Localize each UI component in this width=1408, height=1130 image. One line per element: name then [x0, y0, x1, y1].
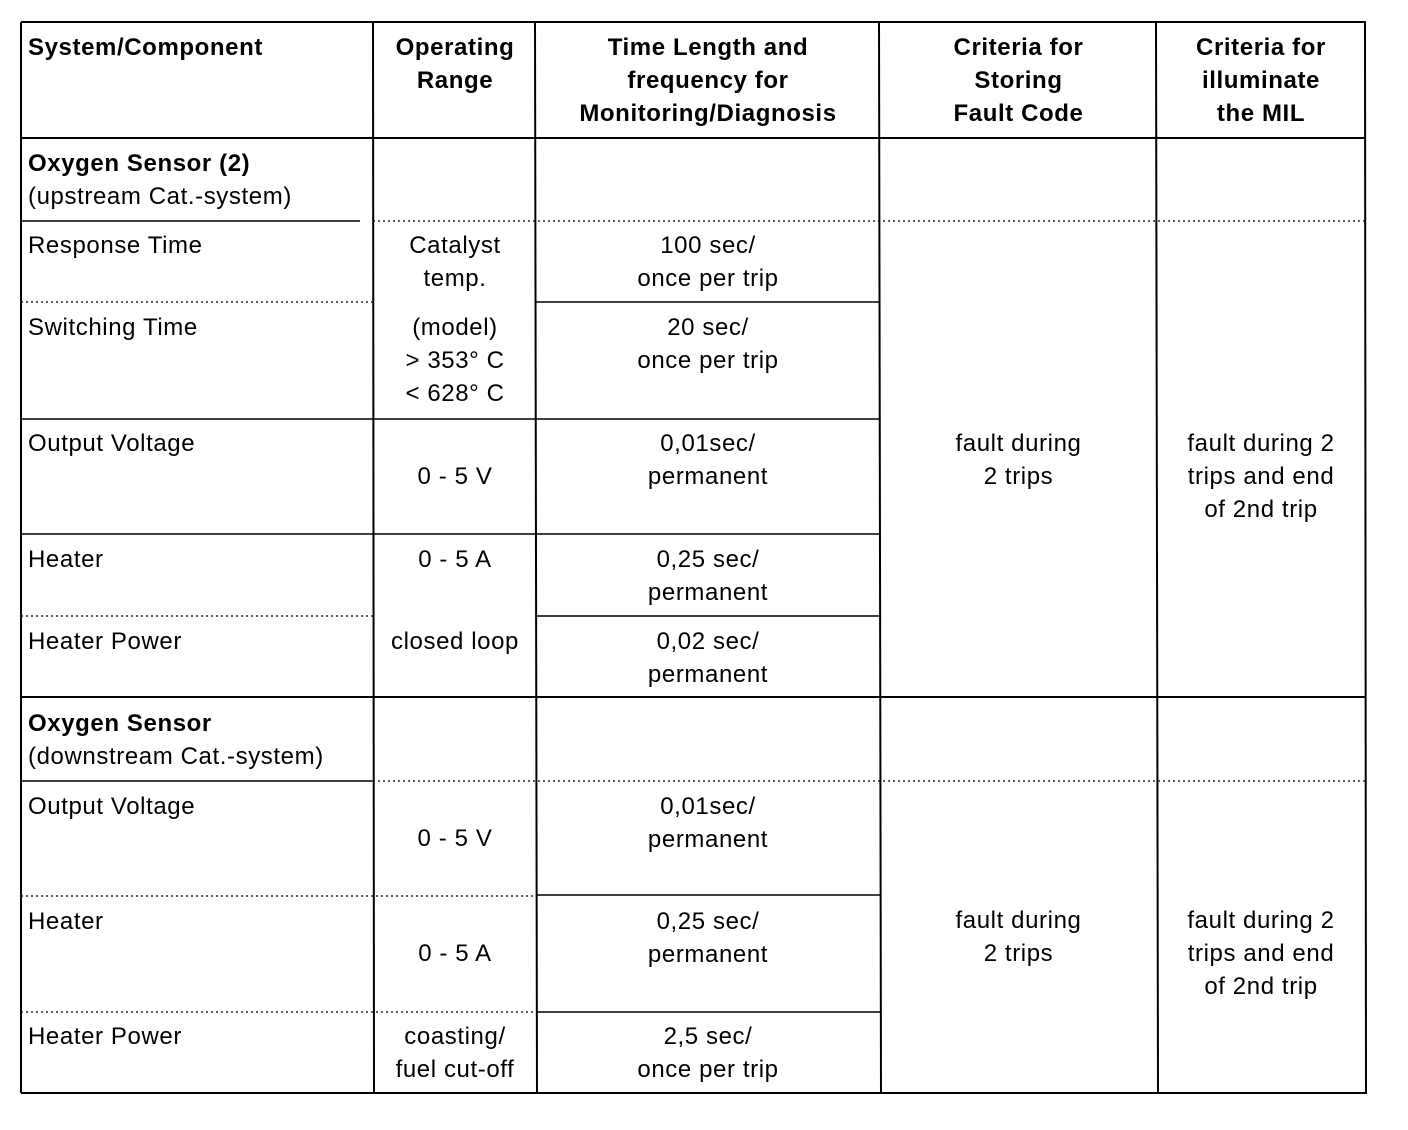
downstream-heater-label: Heater — [28, 908, 104, 935]
monitoring-line: once per trip — [637, 1056, 779, 1083]
header-store-line: Fault Code — [953, 100, 1084, 127]
header-mil-line: Criteria for — [1196, 34, 1326, 61]
criteria-line: of 2nd trip — [1204, 973, 1318, 1000]
upstream-catalyst-range — [374, 229, 536, 295]
monitoring-line: 0,01sec/ — [660, 793, 756, 820]
criteria-line: trips and end — [1187, 940, 1335, 967]
criteria-line: fault during — [955, 430, 1082, 457]
downstream-output-voltage-label: Output Voltage — [28, 793, 196, 820]
monitoring-line: 0,01sec/ — [660, 430, 756, 457]
upstream-heater-power-label: Heater Power — [28, 628, 182, 655]
monitoring-line: 20 sec/ — [667, 314, 749, 341]
range-line: (model) — [412, 314, 498, 341]
upstream-catalyst-range-model — [374, 311, 536, 410]
criteria-line: fault during 2 — [1187, 430, 1335, 457]
upstream-title: Oxygen Sensor (2) — [28, 150, 251, 177]
upstream-heater-monitoring — [536, 543, 880, 609]
header-range-line: Operating — [395, 34, 515, 61]
upstream-response-time-monitoring — [536, 229, 880, 295]
upstream-output-voltage-label: Output Voltage — [28, 430, 196, 457]
monitoring-line: 0,25 sec/ — [656, 908, 760, 935]
criteria-line: trips and end — [1187, 463, 1335, 490]
downstream-output-voltage-monitoring — [536, 790, 880, 856]
monitoring-line: once per trip — [637, 265, 779, 292]
header-component: System/Component — [28, 34, 263, 61]
header-time-line: frequency for — [627, 67, 789, 94]
upstream-output-voltage-range: 0 - 5 V — [417, 463, 493, 490]
criteria-line: of 2nd trip — [1204, 496, 1318, 523]
header-time-line: Monitoring/Diagnosis — [579, 100, 837, 127]
downstream-heater-monitoring — [536, 905, 880, 971]
monitoring-line: permanent — [647, 941, 769, 968]
upstream-heater-power-range: closed loop — [390, 628, 520, 655]
upstream-heater-label: Heater — [28, 546, 104, 573]
downstream-mil-criteria — [1157, 904, 1365, 1003]
range-line: fuel cut-off — [395, 1056, 515, 1083]
range-line: Catalyst — [409, 232, 501, 259]
downstream-subtitle: (downstream Cat.-system) — [28, 743, 324, 770]
downstream-section-title — [28, 707, 324, 773]
downstream-heater-power-range — [374, 1020, 536, 1086]
monitoring-line: 0,25 sec/ — [656, 546, 760, 573]
upstream-response-time-label: Response Time — [28, 232, 203, 259]
upstream-mil-criteria — [1157, 427, 1365, 526]
header-store-line: Storing — [974, 67, 1063, 94]
upstream-section-title — [28, 147, 292, 213]
criteria-line: fault during — [955, 907, 1082, 934]
downstream-heater-power-label: Heater Power — [28, 1023, 182, 1050]
monitoring-line: 100 sec/ — [660, 232, 756, 259]
monitoring-line: 0,02 sec/ — [656, 628, 760, 655]
header-mil-line: the MIL — [1216, 100, 1306, 127]
monitoring-line: 2,5 sec/ — [663, 1023, 753, 1050]
criteria-line: 2 trips — [983, 463, 1054, 490]
downstream-heater-range: 0 - 5 A — [418, 940, 492, 967]
upstream-switching-time-label: Switching Time — [28, 314, 198, 341]
downstream-store-criteria — [880, 904, 1157, 970]
downstream-heater-power-monitoring — [536, 1020, 880, 1086]
header-range-line: Range — [416, 67, 494, 94]
range-line: < 628° C — [405, 380, 505, 407]
header-criteria-mil — [1157, 31, 1365, 130]
upstream-heater-power-monitoring — [536, 625, 880, 691]
range-line: coasting/ — [404, 1023, 506, 1050]
downstream-output-voltage-range: 0 - 5 V — [417, 825, 493, 852]
criteria-line: fault during 2 — [1187, 907, 1335, 934]
monitoring-line: permanent — [647, 463, 769, 490]
header-time-length — [536, 31, 880, 130]
header-time-line: Time Length and — [607, 34, 809, 61]
monitoring-line: permanent — [647, 826, 769, 853]
monitoring-line: permanent — [647, 661, 769, 688]
monitoring-line: permanent — [647, 579, 769, 606]
header-criteria-storing — [880, 31, 1157, 130]
header-store-line: Criteria for — [953, 34, 1084, 61]
downstream-title: Oxygen Sensor — [28, 710, 212, 737]
header-mil-line: illuminate — [1201, 67, 1321, 94]
range-line: temp. — [423, 265, 487, 292]
upstream-output-voltage-monitoring — [536, 427, 880, 493]
upstream-subtitle: (upstream Cat.-system) — [28, 183, 292, 210]
monitoring-line: once per trip — [637, 347, 779, 374]
range-line: > 353° C — [405, 347, 505, 374]
upstream-heater-range: 0 - 5 A — [418, 546, 492, 573]
criteria-line: 2 trips — [983, 940, 1054, 967]
header-operating-range — [374, 31, 536, 97]
upstream-switching-time-monitoring — [536, 311, 880, 377]
upstream-store-criteria — [880, 427, 1157, 493]
